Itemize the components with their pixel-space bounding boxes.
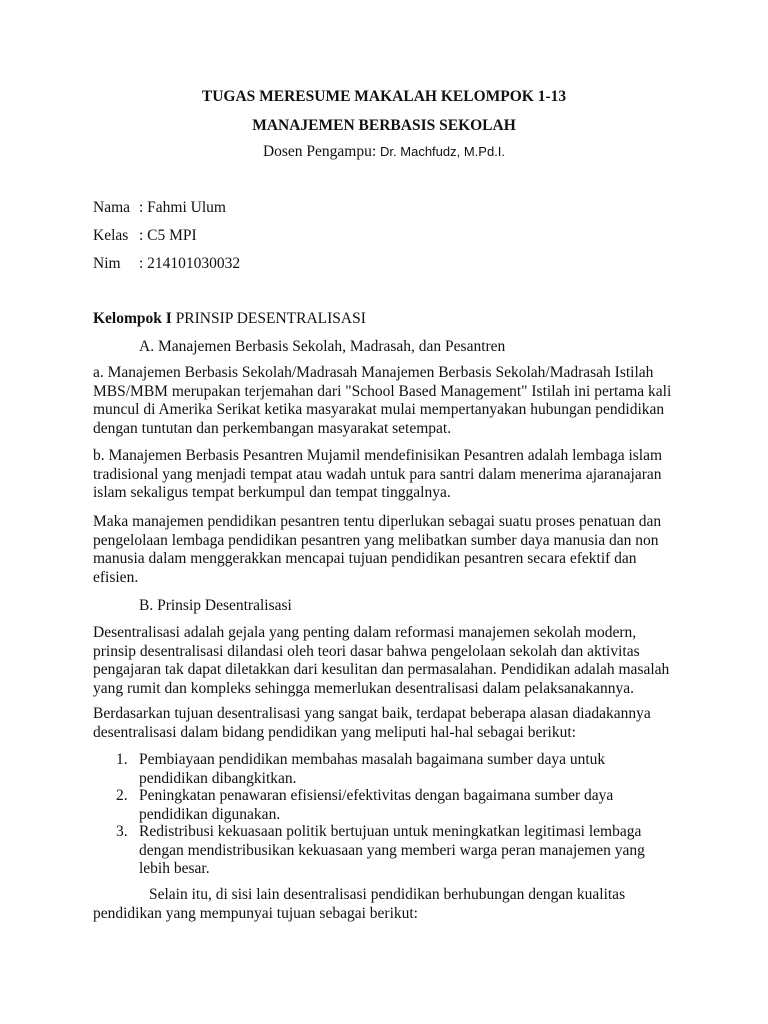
- list-item-line: lebih besar.: [139, 860, 210, 877]
- list-item-line: dengan mendistribusikan kekuasaan yang memberi warga peran manajemen yang: [139, 841, 645, 859]
- paragraph-a2: [93, 447, 683, 503]
- paragraph-line: yang rumit dan kompleks sehingga memerlukan desentralisasi dalam pelaksanakannya.: [93, 679, 635, 697]
- paragraph-line: tradisional yang menjadi tempat atau wadah untuk para santri dalam menerima ajaranajaran: [93, 465, 662, 483]
- paragraph-line: muncul di Amerika Serikat ketika masyarakat mulai mempertanyakan hubungan pendidikan: [93, 401, 665, 418]
- paragraph-a3: [93, 513, 683, 587]
- list-item-line: Pembiayaan pendidikan membahas masalah bagaimana sumber daya untuk: [139, 751, 606, 768]
- paragraph-line: efisien.: [93, 568, 139, 586]
- paragraph-b3: [93, 886, 683, 923]
- paragraph-line: pengelolaan lembaga pendidikan pesantren yang melibatkan sumber daya manusia dan non: [93, 531, 659, 549]
- identity-name-row: [93, 199, 226, 217]
- group-heading: [93, 310, 366, 328]
- paragraph-line: Desentralisasi adalah gejala yang penting dalam reformasi manajemen sekolah modern,: [93, 624, 637, 641]
- identity-nim-row: [93, 255, 240, 273]
- paragraph-line: a. Manajemen Berbasis Sekolah/Madrasah Manajemen Berbasis Sekolah/Madrasah Istilah: [93, 364, 654, 381]
- paragraph-line: MBS/MBM merupakan terjemahan dari "School Based Management" Istilah ini pertama kali: [93, 382, 672, 400]
- paragraph-line: Berdasarkan tujuan desentralisasi yang sangat baik, terdapat beberapa alasan diadakannya: [93, 705, 651, 722]
- paragraph-line: b. Manajemen Berbasis Pesantren Mujamil mendefinisikan Pesantren adalah lembaga islam: [93, 447, 663, 464]
- list-item-number: 3.: [116, 823, 128, 840]
- nim-value: : 214101030032: [139, 255, 241, 272]
- class-label: Kelas: [93, 227, 129, 244]
- list-item: [139, 751, 729, 788]
- paragraph-line: dengan tuntutan dan perkembangan masyarakat setempat.: [93, 419, 452, 437]
- group-title: PRINSIP DESENTRALISASI: [175, 310, 366, 327]
- identity-class-row: [93, 227, 197, 245]
- subheading-b: B. Prinsip Desentralisasi: [139, 597, 292, 614]
- list-item-line: Peningkatan penawaran efisiensi/efektivitas dengan bagaimana sumber daya: [139, 787, 614, 804]
- lecturer-name: Dr. Machfudz, M.Pd.I.: [380, 144, 506, 159]
- list-item: [139, 823, 729, 879]
- class-value: : C5 MPI: [139, 227, 197, 244]
- nim-label: Nim: [93, 255, 121, 272]
- paragraph-line: pendidikan yang mempunyai tujuan sebagai berikut:: [93, 904, 418, 922]
- paragraph-line: desentralisasi dalam bidang pendidikan yang meliputi hal-hal sebagai berikut:: [93, 723, 576, 741]
- name-value: : Fahmi Ulum: [139, 199, 226, 216]
- paragraph-line: Maka manajemen pendidikan pesantren tentu diperlukan sebagai suatu proses penatuan dan: [93, 513, 662, 530]
- list-item-number: 1.: [116, 751, 128, 768]
- paragraph-line: prinsip desentralisasi dilandasi oleh teori dasar bahwa pengelolaan sekolah dan aktivitas: [93, 642, 640, 660]
- list-item-line: pendidikan dibangkitkan.: [139, 769, 297, 787]
- subheading-a: A. Manajemen Berbasis Sekolah, Madrasah, dan Pesantren: [139, 338, 506, 355]
- paragraph-line: islam sekaligus tempat berkumpul dan tempat tinggalnya.: [93, 484, 451, 501]
- paragraph-b1: [93, 624, 683, 698]
- paragraph-line: Selain itu, di sisi lain desentralisasi pendidikan berhubungan dengan kualitas: [149, 886, 626, 903]
- name-label: Nama: [93, 199, 131, 216]
- paragraph-a1: [93, 364, 683, 438]
- paragraph-line: manusia dalam menggerakkan mencapai tujuan pendidikan pesantren secara efektif dan: [93, 550, 637, 567]
- group-label: Kelompok I: [93, 310, 172, 327]
- paragraph-b2: [93, 705, 683, 742]
- paragraph-line: pengajaran tak dapat diletakkan dari kesulitan dan permasalahan. Pendidikan adalah masalah: [93, 661, 670, 678]
- lecturer-line: [0, 143, 768, 161]
- lecturer-label: Dosen Pengampu:: [262, 143, 377, 160]
- list-item-number: 2.: [116, 787, 128, 804]
- list-item: [139, 787, 729, 824]
- list-item-line: pendidikan digunakan.: [139, 805, 281, 823]
- document-subtitle: MANAJEMEN BERBASIS SEKOLAH: [252, 117, 516, 134]
- list-item-line: Redistribusi kekuasaan politik bertujuan untuk meningkatkan legitimasi lembaga: [139, 823, 642, 840]
- document-title: TUGAS MERESUME MAKALAH KELOMPOK 1-13: [201, 88, 567, 105]
